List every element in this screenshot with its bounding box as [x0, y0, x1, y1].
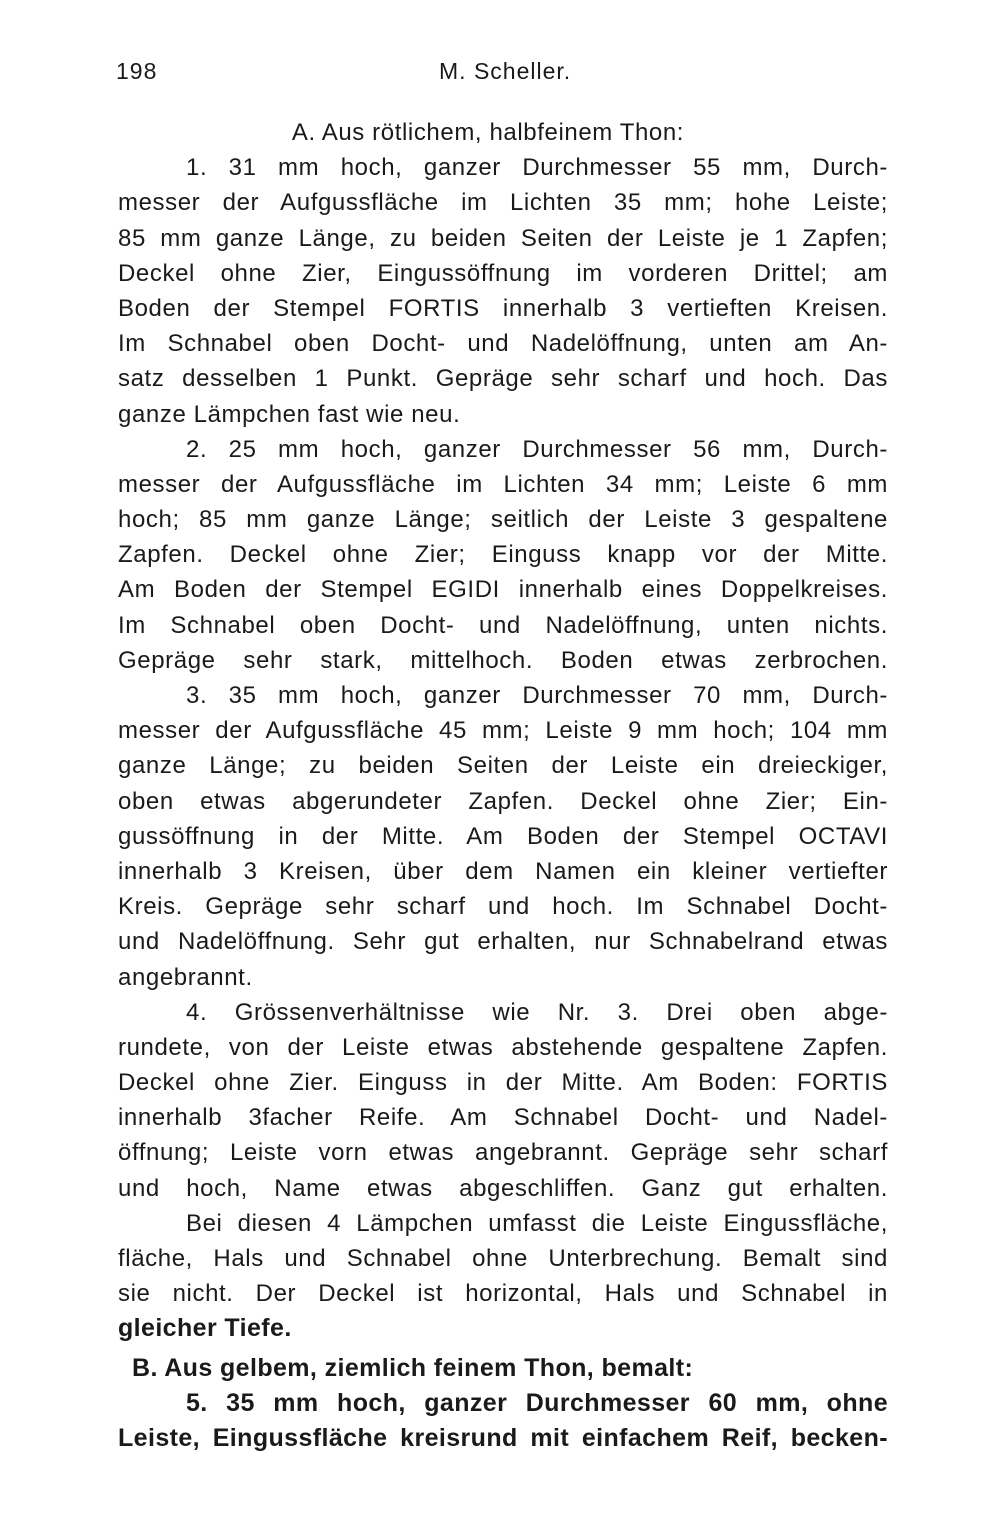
text-line: 85 mm ganze Länge, zu beiden Seiten der Leiste je 1 Zapfen; — [118, 224, 888, 252]
text-line: gussöffnung in der Mitte. Am Boden der Stempel OCTAVI — [118, 822, 888, 850]
text-line: 5. 35 mm hoch, ganzer Durchmesser 60 mm, ohne — [186, 1388, 888, 1417]
text-line: hoch; 85 mm ganze Länge; seitlich der Leiste 3 gespaltene — [118, 506, 888, 534]
text-line: 3. 35 mm hoch, ganzer Durchmesser 70 mm, Durch- — [186, 682, 888, 709]
text-line: Boden der Stempel FORTIS innerhalb 3 vertieften Kreisen. — [118, 294, 888, 322]
text-line: sie nicht. Der Deckel ist horizontal, Hals und Schnabel in — [118, 1280, 888, 1308]
running-head-author: M. Scheller. — [439, 58, 572, 84]
text-line: innerhalb 3 Kreisen, über dem Namen ein kleiner vertiefter — [118, 857, 888, 885]
text-line: 2. 25 mm hoch, ganzer Durchmesser 56 mm, Durch- — [186, 435, 888, 463]
text-line: ganze Lämpchen fast wie neu. — [118, 400, 461, 428]
text-line: Im Schnabel oben Docht- und Nadelöffnung, unten nichts. — [118, 611, 888, 639]
text-line: Leiste, Eingussfläche kreisrund mit einfachem Reif, becken- — [118, 1423, 888, 1452]
text-line: Bei diesen 4 Lämpchen umfasst die Leiste Eingussfläche, — [186, 1209, 888, 1237]
page-number: 198 — [116, 58, 158, 84]
text-line: innerhalb 3facher Reife. Am Schnabel Docht- und Nadel- — [118, 1104, 888, 1132]
section-heading-b: B. Aus gelbem, ziemlich feinem Thon, bemalt: — [132, 1353, 694, 1382]
section-heading-a: A. Aus rötlichem, halbfeinem Thon: — [291, 119, 685, 146]
text-line: messer der Aufgussfläche 45 mm; Leiste 9 mm hoch; 104 mm — [118, 717, 888, 745]
text-line: Gepräge sehr stark, mittelhoch. Boden etwas zerbrochen. — [118, 646, 888, 674]
text-line: angebrannt. — [118, 963, 253, 991]
text-line: Zapfen. Deckel ohne Zier; Einguss knapp vor der Mitte. — [118, 541, 888, 569]
text-line: öffnung; Leiste vorn etwas angebrannt. Gepräge sehr scharf — [118, 1139, 888, 1167]
text-line: Am Boden der Stempel EGIDI innerhalb eines Doppelkreises. — [118, 576, 888, 604]
running-head — [116, 58, 886, 94]
text-line: und Nadelöffnung. Sehr gut erhalten, nur Schnabelrand etwas — [118, 928, 888, 956]
text-line: rundete, von der Leiste etwas abstehende gespaltene Zapfen. — [118, 1033, 888, 1061]
text-line: Deckel ohne Zier. Einguss in der Mitte. Am Boden: FORTIS — [118, 1069, 888, 1097]
text-line: fläche, Hals und Schnabel ohne Unterbrechung. Bemalt sind — [118, 1245, 888, 1272]
text-line: Im Schnabel oben Docht- und Nadelöffnung, unten am An- — [118, 330, 888, 358]
text-line: gleicher Tiefe. — [118, 1314, 292, 1343]
text-line: 1. 31 mm hoch, ganzer Durchmesser 55 mm, Durch- — [186, 154, 888, 182]
text-line: und hoch, Name etwas abgeschliffen. Ganz gut erhalten. — [118, 1174, 888, 1202]
text-line: oben etwas abgerundeter Zapfen. Deckel ohne Zier; Ein- — [118, 787, 888, 815]
text-line: ganze Länge; zu beiden Seiten der Leiste ein dreieckiger, — [118, 752, 888, 780]
text-line: messer der Aufgussfläche im Lichten 35 mm; hohe Leiste; — [118, 189, 888, 217]
text-line: Kreis. Gepräge sehr scharf und hoch. Im Schnabel Docht- — [118, 893, 888, 921]
text-line: 4. Grössenverhältnisse wie Nr. 3. Drei oben abge- — [186, 998, 888, 1026]
text-line: messer der Aufgussfläche im Lichten 34 mm; Leiste 6 mm — [118, 470, 888, 498]
text-line: satz desselben 1 Punkt. Gepräge sehr scharf und hoch. Das — [118, 365, 888, 393]
text-line: Deckel ohne Zier, Eingussöffnung im vorderen Drittel; am — [118, 259, 888, 287]
body-text — [118, 115, 888, 1456]
